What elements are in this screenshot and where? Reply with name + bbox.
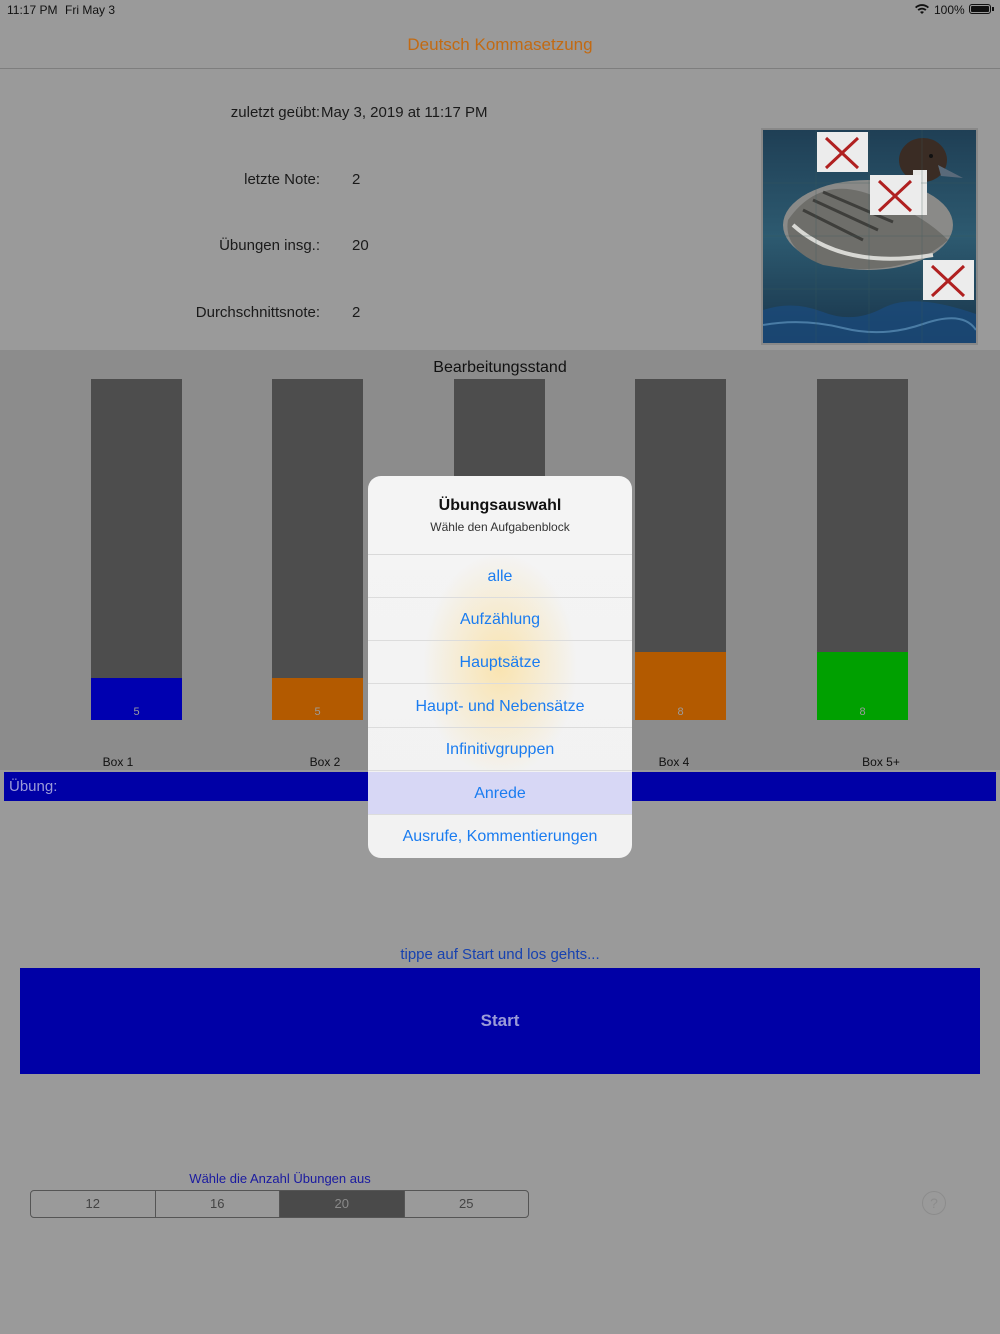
sheet-option-ausrufe[interactable]: Ausrufe, Kommentierungen <box>402 828 598 845</box>
sheet-title: Übungsauswahl <box>438 497 562 514</box>
count-option-20[interactable]: 20 <box>280 1191 405 1217</box>
last-practiced-label: zuletzt geübt: <box>230 104 320 121</box>
last-grade-value: 2 <box>352 171 361 188</box>
count-option-12[interactable]: 12 <box>31 1191 156 1217</box>
last-practiced-value: May 3, 2019 at 11:17 PM <box>321 104 488 121</box>
last-grade-label: letzte Note: <box>244 171 320 188</box>
box-5-bar <box>817 379 908 720</box>
sheet-option-anrede[interactable]: Anrede <box>368 772 632 815</box>
exercise-selection-sheet <box>368 476 632 858</box>
sheet-option-haupt-nebensaetze[interactable]: Haupt- und Nebensätze <box>368 685 632 728</box>
duck-picture <box>763 130 976 343</box>
box-1-bar <box>91 379 182 720</box>
wrong-tile-3 <box>923 260 974 300</box>
box-4-bar <box>635 379 726 720</box>
exercise-count-selector[interactable] <box>30 1190 529 1218</box>
duck-puzzle-image[interactable] <box>761 128 978 345</box>
box-1-count: 5 <box>133 706 140 718</box>
wrong-tile-2 <box>870 175 921 215</box>
box-2-label: Box 2 <box>309 755 341 769</box>
average-grade-label: Durchschnittsnote: <box>195 304 320 321</box>
box-2-count: 5 <box>314 706 321 718</box>
sheet-option-aufzaehlung[interactable]: Aufzählung <box>368 598 632 641</box>
box-4-label: Box 4 <box>658 755 690 769</box>
sheet-option-alle[interactable]: alle <box>368 555 632 598</box>
wrong-tile-1 <box>817 132 868 172</box>
battery-icon <box>969 4 991 14</box>
progress-title: Bearbeitungsstand <box>433 359 567 376</box>
start-button[interactable]: Start <box>20 968 980 1074</box>
start-hint: tippe auf Start und los gehts... <box>400 946 600 963</box>
count-option-16[interactable]: 16 <box>156 1191 281 1217</box>
total-exercises-value: 20 <box>352 237 369 254</box>
sheet-message: Wähle den Aufgabenblock <box>430 520 570 534</box>
sheet-option-hauptsaetze[interactable]: Hauptsätze <box>368 641 632 684</box>
exercise-label: Übung: <box>9 778 58 795</box>
box-2-bar <box>272 379 363 720</box>
status-bar <box>0 0 1000 20</box>
sheet-option-infinitivgruppen[interactable]: Infinitivgruppen <box>368 728 632 771</box>
total-exercises-label: Übungen insg.: <box>219 237 320 254</box>
help-icon[interactable]: ? <box>922 1191 946 1215</box>
count-option-25[interactable]: 25 <box>459 1196 474 1211</box>
battery-percent: 100% <box>934 3 965 17</box>
average-grade-value: 2 <box>352 304 361 321</box>
sheet-header <box>368 476 632 555</box>
box-5-count: 8 <box>859 706 866 718</box>
box-1-label: Box 1 <box>102 755 134 769</box>
wifi-icon <box>914 3 930 15</box>
exercise-count-label: Wähle die Anzahl Übungen aus <box>189 1171 371 1186</box>
page-title: Deutsch Kommasetzung <box>407 35 593 54</box>
navigation-bar <box>0 20 1000 69</box>
status-time: 11:17 PM <box>7 3 58 17</box>
box-4-count: 8 <box>677 706 684 718</box>
status-date: Fri May 3 <box>65 3 116 17</box>
battery-tip <box>992 7 994 11</box>
box-5-label: Box 5+ <box>862 755 900 769</box>
